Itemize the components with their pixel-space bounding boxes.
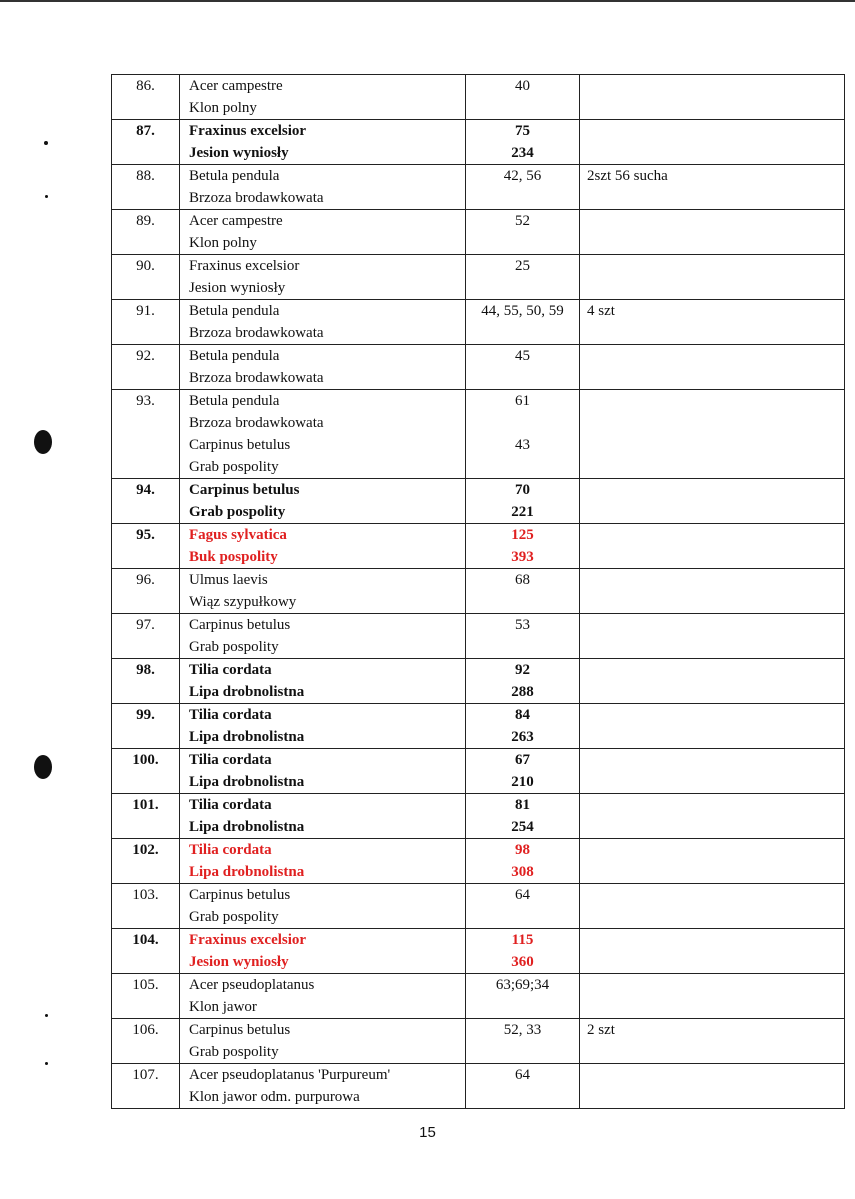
measurement-cell <box>466 75 580 120</box>
latin-name: Acer pseudoplatanus 'Purpureum' <box>189 1067 391 1083</box>
measurement-cell <box>466 524 580 569</box>
species-name-cell <box>180 569 466 614</box>
latin-name: Acer pseudoplatanus <box>189 977 315 993</box>
latin-name: Tilia cordata <box>189 707 272 723</box>
measurement-cell <box>466 569 580 614</box>
species-name-cell <box>180 210 466 255</box>
row-number-cell <box>112 479 180 524</box>
measurement-value: 360 <box>511 954 534 970</box>
note-text <box>587 390 844 412</box>
polish-name: Grab pospolity <box>189 639 279 655</box>
species-name-cell <box>180 255 466 300</box>
measurement-cell <box>466 479 580 524</box>
measurement-value: 263 <box>511 729 534 745</box>
measurement-value: 75 <box>515 123 530 139</box>
note-text <box>587 749 844 771</box>
measurement-cell <box>466 300 580 345</box>
measurement-value: 40 <box>515 78 530 94</box>
latin-name: Betula pendula <box>189 168 280 184</box>
row-number-cell <box>112 974 180 1019</box>
species-name-cell <box>180 75 466 120</box>
scan-top-edge <box>0 0 855 2</box>
measurement-cell <box>466 884 580 929</box>
note-cell <box>580 345 845 390</box>
species-name-cell <box>180 659 466 704</box>
row-number-cell <box>112 75 180 120</box>
note-cell <box>580 300 845 345</box>
row-number: 91. <box>136 303 155 319</box>
measurement-value <box>466 996 579 1018</box>
measurement-value <box>466 277 579 299</box>
latin-name: Fraxinus excelsior <box>189 258 300 274</box>
polish-name: Buk pospolity <box>189 549 278 565</box>
measurement-value: 42, 56 <box>503 168 542 184</box>
measurement-value: 44, 55, 50, 59 <box>481 303 564 319</box>
measurement-cell <box>466 704 580 749</box>
scan-speck <box>45 1014 48 1017</box>
row-number-cell <box>112 345 180 390</box>
row-number-cell <box>112 569 180 614</box>
measurement-value <box>466 591 579 613</box>
measurement-value <box>466 97 579 119</box>
table-row <box>112 345 845 390</box>
table-row <box>112 794 845 839</box>
table-row <box>112 884 845 929</box>
latin-name: Acer campestre <box>189 78 283 94</box>
note-cell <box>580 390 845 479</box>
note-cell <box>580 614 845 659</box>
measurement-value <box>466 187 579 209</box>
latin-name: Tilia cordata <box>189 662 272 678</box>
measurement-value: 67 <box>515 752 530 768</box>
species-name-cell <box>180 839 466 884</box>
page-number: 15 <box>419 1124 436 1141</box>
latin-name: Tilia cordata <box>189 842 272 858</box>
row-number: 98. <box>136 662 155 678</box>
row-number: 96. <box>136 572 155 588</box>
measurement-value: 81 <box>515 797 530 813</box>
measurement-value <box>466 322 579 344</box>
latin-name: Carpinus betulus <box>189 887 291 903</box>
table-row <box>112 1064 845 1109</box>
latin-name: Carpinus betulus <box>189 617 291 633</box>
species-name-cell <box>180 479 466 524</box>
measurement-cell <box>466 165 580 210</box>
row-number-cell <box>112 524 180 569</box>
polish-name: Grab pospolity <box>189 504 286 520</box>
polish-name: Jesion wyniosły <box>189 954 289 970</box>
row-number: 107. <box>132 1067 159 1083</box>
species-name-cell <box>180 300 466 345</box>
species-name-cell <box>180 345 466 390</box>
row-number: 105. <box>132 977 159 993</box>
polish-name: Grab pospolity <box>189 909 279 925</box>
note-text <box>587 884 844 906</box>
measurement-value: 288 <box>511 684 534 700</box>
row-number: 92. <box>136 348 155 364</box>
latin-name: Betula pendula <box>189 303 280 319</box>
table-row <box>112 390 845 479</box>
measurement-cell <box>466 345 580 390</box>
note-cell <box>580 479 845 524</box>
note-text <box>587 704 844 726</box>
polish-name: Brzoza brodawkowata <box>189 325 324 341</box>
measurement-value: 254 <box>511 819 534 835</box>
measurement-value: 25 <box>515 258 530 274</box>
species-name-cell <box>180 704 466 749</box>
table-row <box>112 255 845 300</box>
note-text <box>587 974 844 996</box>
polish-name: Lipa drobnolistna <box>189 684 305 700</box>
measurement-value: 64 <box>515 887 530 903</box>
row-number: 106. <box>132 1022 159 1038</box>
row-number-cell <box>112 659 180 704</box>
row-number-cell <box>112 794 180 839</box>
polish-name: Jesion wyniosły <box>189 145 289 161</box>
latin-name: Ulmus laevis <box>189 572 268 588</box>
measurement-value: 52 <box>515 213 530 229</box>
polish-name: Lipa drobnolistna <box>189 774 305 790</box>
note-cell <box>580 1019 845 1064</box>
row-number-cell <box>112 704 180 749</box>
measurement-cell <box>466 120 580 165</box>
measurement-cell <box>466 390 580 479</box>
measurement-value <box>466 1041 579 1063</box>
note-text <box>587 794 844 816</box>
measurement-value: 64 <box>515 1067 530 1083</box>
table-row <box>112 524 845 569</box>
measurement-value: 52, 33 <box>503 1022 542 1038</box>
note-cell <box>580 75 845 120</box>
note-cell <box>580 839 845 884</box>
measurement-value: 70 <box>515 482 530 498</box>
note-text: 2 szt <box>587 1022 615 1038</box>
latin-name: Betula pendula <box>189 348 280 364</box>
row-number-cell <box>112 210 180 255</box>
measurement-cell <box>466 749 580 794</box>
polish-name: Grab pospolity <box>189 1044 279 1060</box>
tree-inventory-table <box>111 74 845 1109</box>
latin-name: Tilia cordata <box>189 752 272 768</box>
species-name-cell <box>180 165 466 210</box>
note-text <box>587 524 844 546</box>
note-cell <box>580 120 845 165</box>
species-name-cell <box>180 884 466 929</box>
table-row <box>112 569 845 614</box>
note-cell <box>580 704 845 749</box>
polish-name: Lipa drobnolistna <box>189 864 305 880</box>
latin-name: Carpinus betulus <box>189 1022 291 1038</box>
measurement-cell <box>466 1064 580 1109</box>
measurement-value: 234 <box>511 145 534 161</box>
polish-name: Wiąz szypułkowy <box>189 594 297 610</box>
table-row <box>112 165 845 210</box>
note-text <box>587 120 844 142</box>
measurement-value: 53 <box>515 617 530 633</box>
latin-name: Tilia cordata <box>189 797 272 813</box>
measurement-cell <box>466 614 580 659</box>
species-name-cell <box>180 1064 466 1109</box>
measurement-value: 61 <box>515 393 530 409</box>
measurement-cell <box>466 929 580 974</box>
row-number-cell <box>112 839 180 884</box>
row-number: 89. <box>136 213 155 229</box>
note-cell <box>580 255 845 300</box>
row-number: 87. <box>136 123 155 139</box>
polish-name: Grab pospolity <box>189 459 279 475</box>
note-text: 2szt 56 sucha <box>587 168 668 184</box>
note-text <box>587 929 844 951</box>
note-text <box>587 479 844 501</box>
table-row <box>112 75 845 120</box>
note-cell <box>580 929 845 974</box>
latin-name: Betula pendula <box>189 393 280 409</box>
measurement-value: 98 <box>515 842 530 858</box>
row-number: 95. <box>136 527 155 543</box>
table-row <box>112 749 845 794</box>
species-name-cell <box>180 929 466 974</box>
latin-name: Carpinus betulus <box>189 482 300 498</box>
species-name-cell <box>180 120 466 165</box>
table-row <box>112 120 845 165</box>
measurement-value: 84 <box>515 707 530 723</box>
note-cell <box>580 749 845 794</box>
row-number: 97. <box>136 617 155 633</box>
row-number: 104. <box>132 932 159 948</box>
note-text <box>587 839 844 861</box>
polish-name: Klon jawor odm. purpurowa <box>189 1089 360 1105</box>
measurement-cell <box>466 974 580 1019</box>
table-row <box>112 659 845 704</box>
row-number-cell <box>112 1019 180 1064</box>
row-number: 93. <box>136 393 155 409</box>
measurement-value: 393 <box>511 549 534 565</box>
note-text <box>587 345 844 367</box>
row-number-cell <box>112 120 180 165</box>
note-text <box>587 255 844 277</box>
measurement-cell <box>466 255 580 300</box>
species-name-cell <box>180 390 466 479</box>
note-text <box>587 614 844 636</box>
binder-hole <box>34 430 52 454</box>
row-number: 102. <box>132 842 159 858</box>
measurement-value: 63;69;34 <box>495 977 550 993</box>
row-number-cell <box>112 929 180 974</box>
latin-name: Acer campestre <box>189 213 283 229</box>
note-cell <box>580 659 845 704</box>
note-cell <box>580 1064 845 1109</box>
row-number-cell <box>112 1064 180 1109</box>
row-number: 100. <box>132 752 159 768</box>
note-cell <box>580 794 845 839</box>
row-number: 101. <box>132 797 159 813</box>
measurement-value <box>466 906 579 928</box>
measurement-cell <box>466 210 580 255</box>
table-row <box>112 839 845 884</box>
latin-name: Fraxinus excelsior <box>189 123 307 139</box>
measurement-value: 43 <box>515 437 530 453</box>
row-number-cell <box>112 749 180 794</box>
measurement-value <box>466 412 579 434</box>
row-number-cell <box>112 300 180 345</box>
table-row <box>112 704 845 749</box>
measurement-value: 68 <box>515 572 530 588</box>
measurement-cell <box>466 794 580 839</box>
measurement-value <box>466 232 579 254</box>
species-name-cell <box>180 749 466 794</box>
scan-speck <box>45 1062 48 1065</box>
note-cell <box>580 165 845 210</box>
species-name-cell <box>180 614 466 659</box>
latin-name: Fraxinus excelsior <box>189 932 307 948</box>
species-name-cell <box>180 524 466 569</box>
table-row <box>112 614 845 659</box>
table-body <box>112 75 845 1109</box>
scan-speck <box>44 141 48 145</box>
measurement-cell <box>466 659 580 704</box>
polish-name: Brzoza brodawkowata <box>189 415 324 431</box>
table-row <box>112 1019 845 1064</box>
note-text <box>587 210 844 232</box>
row-number-cell <box>112 390 180 479</box>
row-number: 99. <box>136 707 155 723</box>
table-row <box>112 479 845 524</box>
note-cell <box>580 974 845 1019</box>
measurement-cell <box>466 839 580 884</box>
table-row <box>112 300 845 345</box>
note-text <box>587 569 844 591</box>
table-row <box>112 974 845 1019</box>
polish-name: Lipa drobnolistna <box>189 819 305 835</box>
row-number: 103. <box>132 887 159 903</box>
table-row <box>112 929 845 974</box>
latin-name: Carpinus betulus <box>189 437 291 453</box>
row-number-cell <box>112 255 180 300</box>
measurement-value <box>466 367 579 389</box>
row-number: 90. <box>136 258 155 274</box>
row-number-cell <box>112 614 180 659</box>
scan-speck <box>45 195 48 198</box>
note-text <box>587 659 844 681</box>
species-name-cell <box>180 974 466 1019</box>
polish-name: Klon polny <box>189 100 257 116</box>
note-cell <box>580 569 845 614</box>
species-name-cell <box>180 794 466 839</box>
polish-name: Brzoza brodawkowata <box>189 190 324 206</box>
measurement-value <box>466 636 579 658</box>
measurement-value <box>466 1086 579 1108</box>
binder-hole <box>34 755 52 779</box>
species-name-cell <box>180 1019 466 1064</box>
measurement-value: 92 <box>515 662 530 678</box>
measurement-cell <box>466 1019 580 1064</box>
row-number: 88. <box>136 168 155 184</box>
row-number-cell <box>112 884 180 929</box>
row-number: 86. <box>136 78 155 94</box>
note-text <box>587 75 844 97</box>
polish-name: Klon jawor <box>189 999 257 1015</box>
note-text: 4 szt <box>587 303 615 319</box>
table-row <box>112 210 845 255</box>
polish-name: Lipa drobnolistna <box>189 729 305 745</box>
measurement-value: 308 <box>511 864 534 880</box>
polish-name: Klon polny <box>189 235 257 251</box>
measurement-value: 115 <box>511 932 534 948</box>
note-cell <box>580 884 845 929</box>
measurement-value: 125 <box>511 527 534 543</box>
polish-name: Jesion wyniosły <box>189 280 286 296</box>
polish-name: Brzoza brodawkowata <box>189 370 324 386</box>
note-cell <box>580 524 845 569</box>
row-number: 94. <box>136 482 155 498</box>
latin-name: Fagus sylvatica <box>189 527 287 543</box>
measurement-value <box>466 456 579 478</box>
note-cell <box>580 210 845 255</box>
row-number-cell <box>112 165 180 210</box>
measurement-value: 210 <box>511 774 534 790</box>
note-text <box>587 1064 844 1086</box>
measurement-value: 45 <box>515 348 530 364</box>
measurement-value: 221 <box>511 504 534 520</box>
